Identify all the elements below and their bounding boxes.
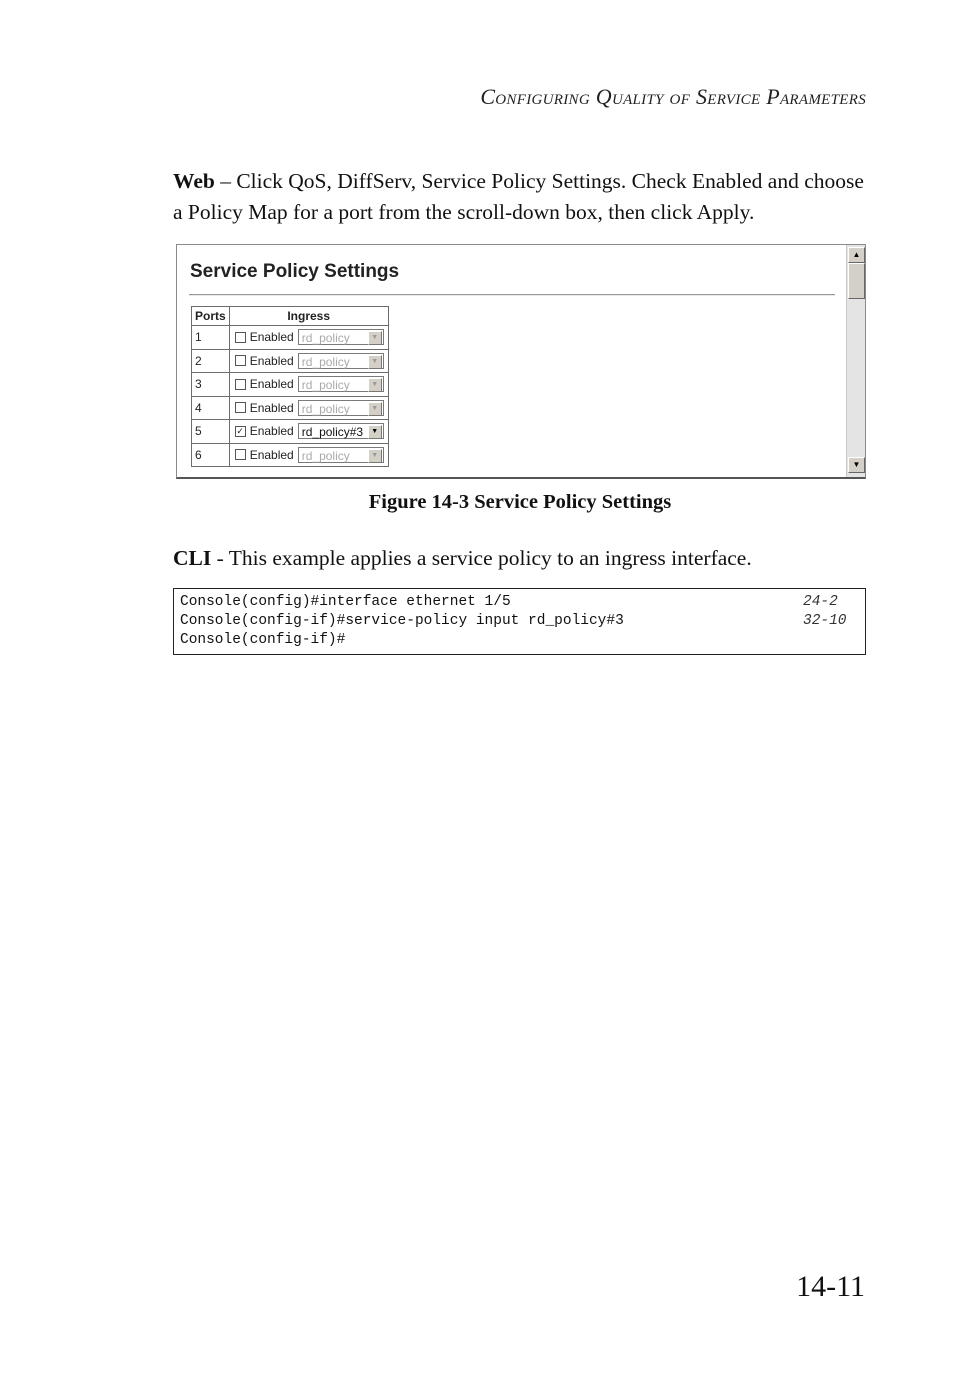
policy-map-value: rd_policy: [301, 448, 350, 463]
policy-map-value: rd_policy: [301, 401, 350, 416]
enabled-checkbox[interactable]: [235, 449, 246, 460]
port-number: 1: [192, 326, 230, 350]
figure-caption: Figure 14-3 Service Policy Settings: [368, 491, 672, 513]
policy-map-select[interactable]: [298, 400, 384, 416]
scroll-up-icon[interactable]: ▲: [848, 247, 865, 263]
port-number: 2: [192, 349, 230, 373]
table-row: [192, 396, 389, 420]
table-row: [192, 443, 389, 467]
ports-table: [191, 306, 389, 467]
ingress-header: Ingress: [229, 307, 388, 326]
port-number: 5: [192, 420, 230, 444]
table-row: [192, 420, 389, 444]
enabled-checkbox[interactable]: [235, 379, 246, 390]
running-head: Configuring Quality of Service Parameters: [480, 84, 866, 109]
ingress-cell: [229, 373, 388, 397]
policy-map-select[interactable]: [298, 353, 384, 369]
cli-lead: CLI: [173, 546, 212, 570]
enabled-label: Enabled: [249, 400, 294, 415]
policy-map-value: rd_policy#3: [301, 425, 364, 440]
table-header-row: [192, 307, 389, 326]
policy-map-value: rd_policy: [301, 331, 350, 346]
screenshot-title: Service Policy Settings: [190, 261, 400, 282]
table-row: [192, 373, 389, 397]
title-divider: [189, 294, 835, 296]
ingress-cell: [229, 443, 388, 467]
enabled-label: Enabled: [249, 424, 294, 439]
table-row: [192, 349, 389, 373]
enabled-label: Enabled: [249, 353, 294, 368]
dropdown-arrow-icon[interactable]: ▼: [368, 425, 382, 439]
vertical-scrollbar[interactable]: [846, 245, 865, 477]
scroll-thumb[interactable]: [848, 263, 865, 299]
enabled-checkbox[interactable]: [235, 332, 246, 343]
enabled-checkbox[interactable]: [235, 355, 246, 366]
enabled-checkbox[interactable]: ✓: [236, 425, 244, 436]
code-line: Console(config)#interface ethernet 1/5: [180, 594, 511, 610]
policy-map-select[interactable]: [298, 376, 384, 392]
enabled-label: Enabled: [249, 330, 294, 345]
ports-header: Ports: [192, 307, 230, 326]
code-line: Console(config-if)#: [180, 632, 346, 648]
ingress-cell: [229, 420, 388, 444]
dropdown-arrow-icon[interactable]: ▼: [368, 378, 382, 392]
enabled-label: Enabled: [249, 377, 294, 392]
policy-map-value: rd_policy: [301, 354, 350, 369]
intro-lead: Web: [173, 169, 215, 193]
ports-table-body: [192, 326, 389, 467]
policy-map-select[interactable]: [298, 447, 384, 463]
intro-paragraph: [173, 166, 873, 228]
code-ref: 24-2: [803, 594, 838, 610]
cli-text: - This example applies a service policy to an ingress interface.: [211, 546, 752, 570]
dropdown-arrow-icon[interactable]: ▼: [368, 355, 382, 369]
enabled-checkbox[interactable]: [235, 402, 246, 413]
code-ref: 32-10: [803, 613, 847, 629]
ingress-cell: [229, 396, 388, 420]
cli-paragraph: [173, 543, 873, 574]
service-policy-screenshot: [176, 244, 866, 479]
dropdown-arrow-icon[interactable]: ▼: [368, 331, 382, 345]
enabled-label: Enabled: [249, 447, 294, 462]
port-number: 6: [192, 443, 230, 467]
dropdown-arrow-icon[interactable]: ▼: [368, 402, 382, 416]
cli-code-box: [173, 588, 866, 655]
policy-map-select[interactable]: [298, 423, 384, 439]
policy-map-select[interactable]: [298, 329, 384, 345]
page-number: 14-11: [796, 1270, 865, 1303]
port-number: 3: [192, 373, 230, 397]
intro-text: – Click QoS, DiffServ, Service Policy Settings. Check Enabled and choose a Policy Map for a port from the scroll-down box, then click Apply.: [173, 169, 864, 224]
port-number: 4: [192, 396, 230, 420]
ingress-cell: [229, 349, 388, 373]
policy-map-value: rd_policy: [301, 378, 350, 393]
code-line: Console(config-if)#service-policy input rd_policy#3: [180, 613, 624, 629]
ingress-cell: [229, 326, 388, 350]
dropdown-arrow-icon[interactable]: ▼: [368, 449, 382, 463]
table-row: [192, 326, 389, 350]
scroll-down-icon[interactable]: ▼: [848, 457, 865, 473]
